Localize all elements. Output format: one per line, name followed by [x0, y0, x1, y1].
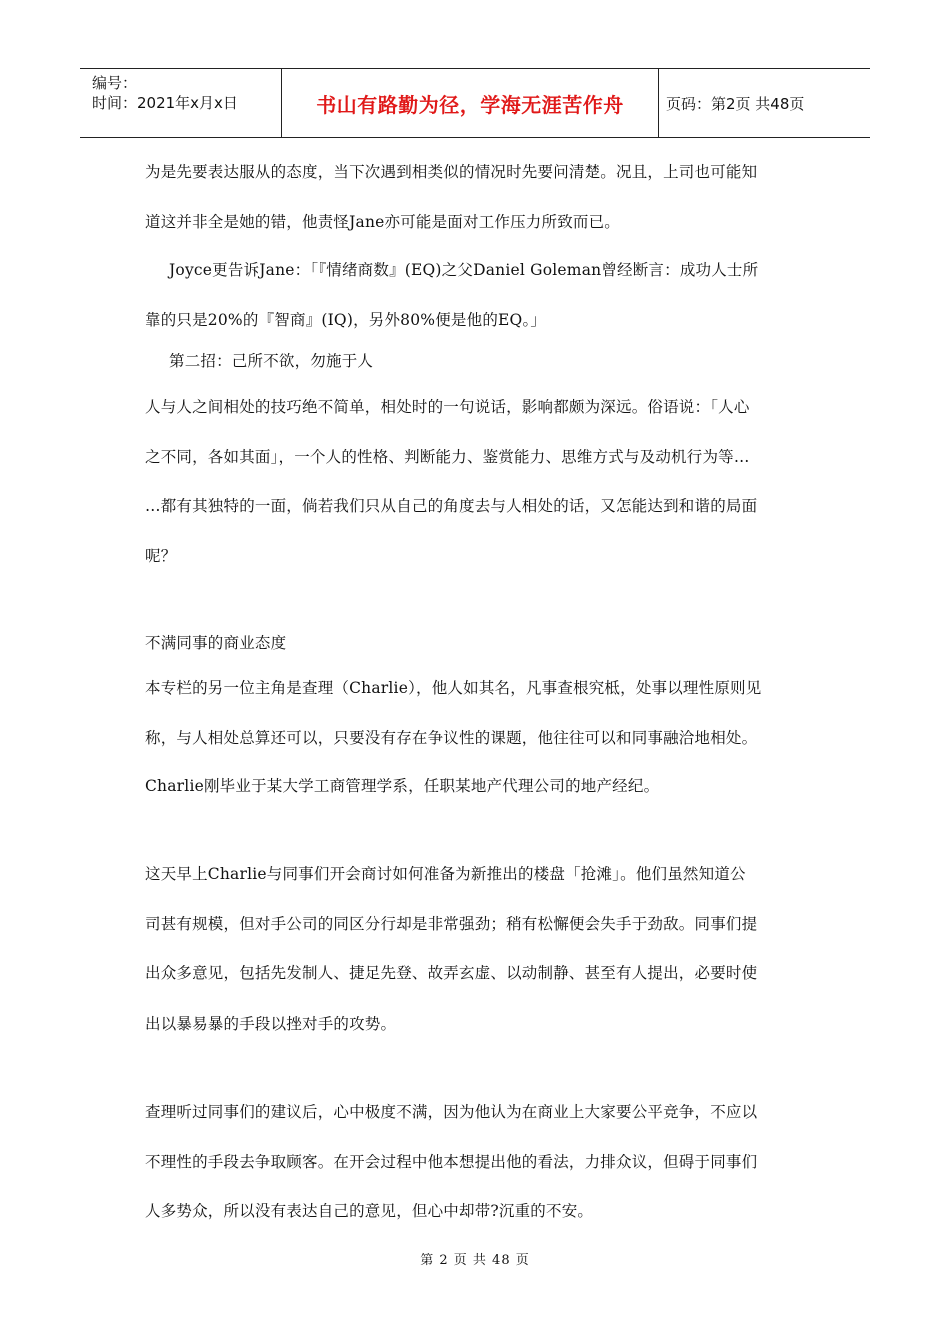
text-line: 本专栏的另一位主角是查理（Charlie），他人如其名，凡事查根究柢，处事以理性原则见: [145, 679, 762, 697]
section-heading: 第二招：己所不欲，勿施于人: [169, 352, 374, 370]
text-line: 称，与人相处总算还可以，只要没有存在争议性的课题，他往往可以和同事融洽地相处。: [145, 729, 758, 747]
text-line: 不理性的手段去争取顾客。在开会过程中他本想提出他的看法，力排众议，但碍于同事们: [145, 1153, 758, 1171]
section-heading: 不满同事的商业态度: [145, 634, 287, 652]
text-line: 为是先要表达服从的态度，当下次遇到相类似的情况时先要问清楚。况且，上司也可能知: [145, 163, 758, 181]
text-line: 人与人之间相处的技巧绝不简单，相处时的一句说话，影响都颇为深远。俗语说：「人心: [145, 398, 750, 416]
header-meta: [92, 73, 238, 113]
header-motto: 书山有路勤为径，学海无涯苦作舟: [316, 92, 624, 117]
header-divider: [658, 69, 659, 137]
text-line: 这天早上Charlie与同事们开会商讨如何准备为新推出的楼盘「抢滩」。他们虽然知道公: [145, 865, 746, 883]
text-line: 道这并非全是她的错，他责怪Jane亦可能是面对工作压力所致而已。: [145, 213, 621, 231]
text-line: 人多势众，所以没有表达自己的意见，但心中却带?沉重的不安。: [145, 1202, 594, 1220]
text-line: 呢？: [145, 547, 177, 565]
text-line: Joyce更告诉Jane：「『情绪商数』(EQ)之父Daniel Goleman曾经断言：成功人士所: [169, 261, 759, 279]
text-line: 查理听过同事们的建议后，心中极度不满，因为他认为在商业上大家要公平竞争，不应以: [145, 1103, 758, 1121]
text-line: …都有其独特的一面，倘若我们只从自己的角度去与人相处的话，又怎能达到和谐的局面: [145, 497, 758, 515]
text-line: 司甚有规模，但对手公司的同区分行却是非常强劲；稍有松懈便会失手于劲敌。同事们提: [145, 915, 758, 933]
date-label: 时间：2021年x月x日: [92, 94, 238, 112]
page-footer: 第 2 页 共 48 页: [420, 1253, 530, 1268]
text-line: 靠的只是20%的『智商』(IQ)，另外80%便是他的EQ。」: [145, 311, 547, 329]
text-line: 出以暴易暴的手段以挫对手的攻势。: [145, 1015, 397, 1033]
document-header: [80, 68, 870, 138]
text-line: Charlie刚毕业于某大学工商管理学系，任职某地产代理公司的地产经纪。: [145, 777, 660, 795]
text-line: 出众多意见，包括先发制人、捷足先登、故弄玄虚、以动制静、甚至有人提出，必要时使: [145, 964, 758, 982]
text-line: 之不同，各如其面」，一个人的性格、判断能力、鉴赏能力、思维方式与及动机行为等…: [145, 448, 750, 466]
code-label: 编号：: [92, 74, 138, 92]
header-page-info: 页码：第2页 共48页: [666, 94, 805, 113]
